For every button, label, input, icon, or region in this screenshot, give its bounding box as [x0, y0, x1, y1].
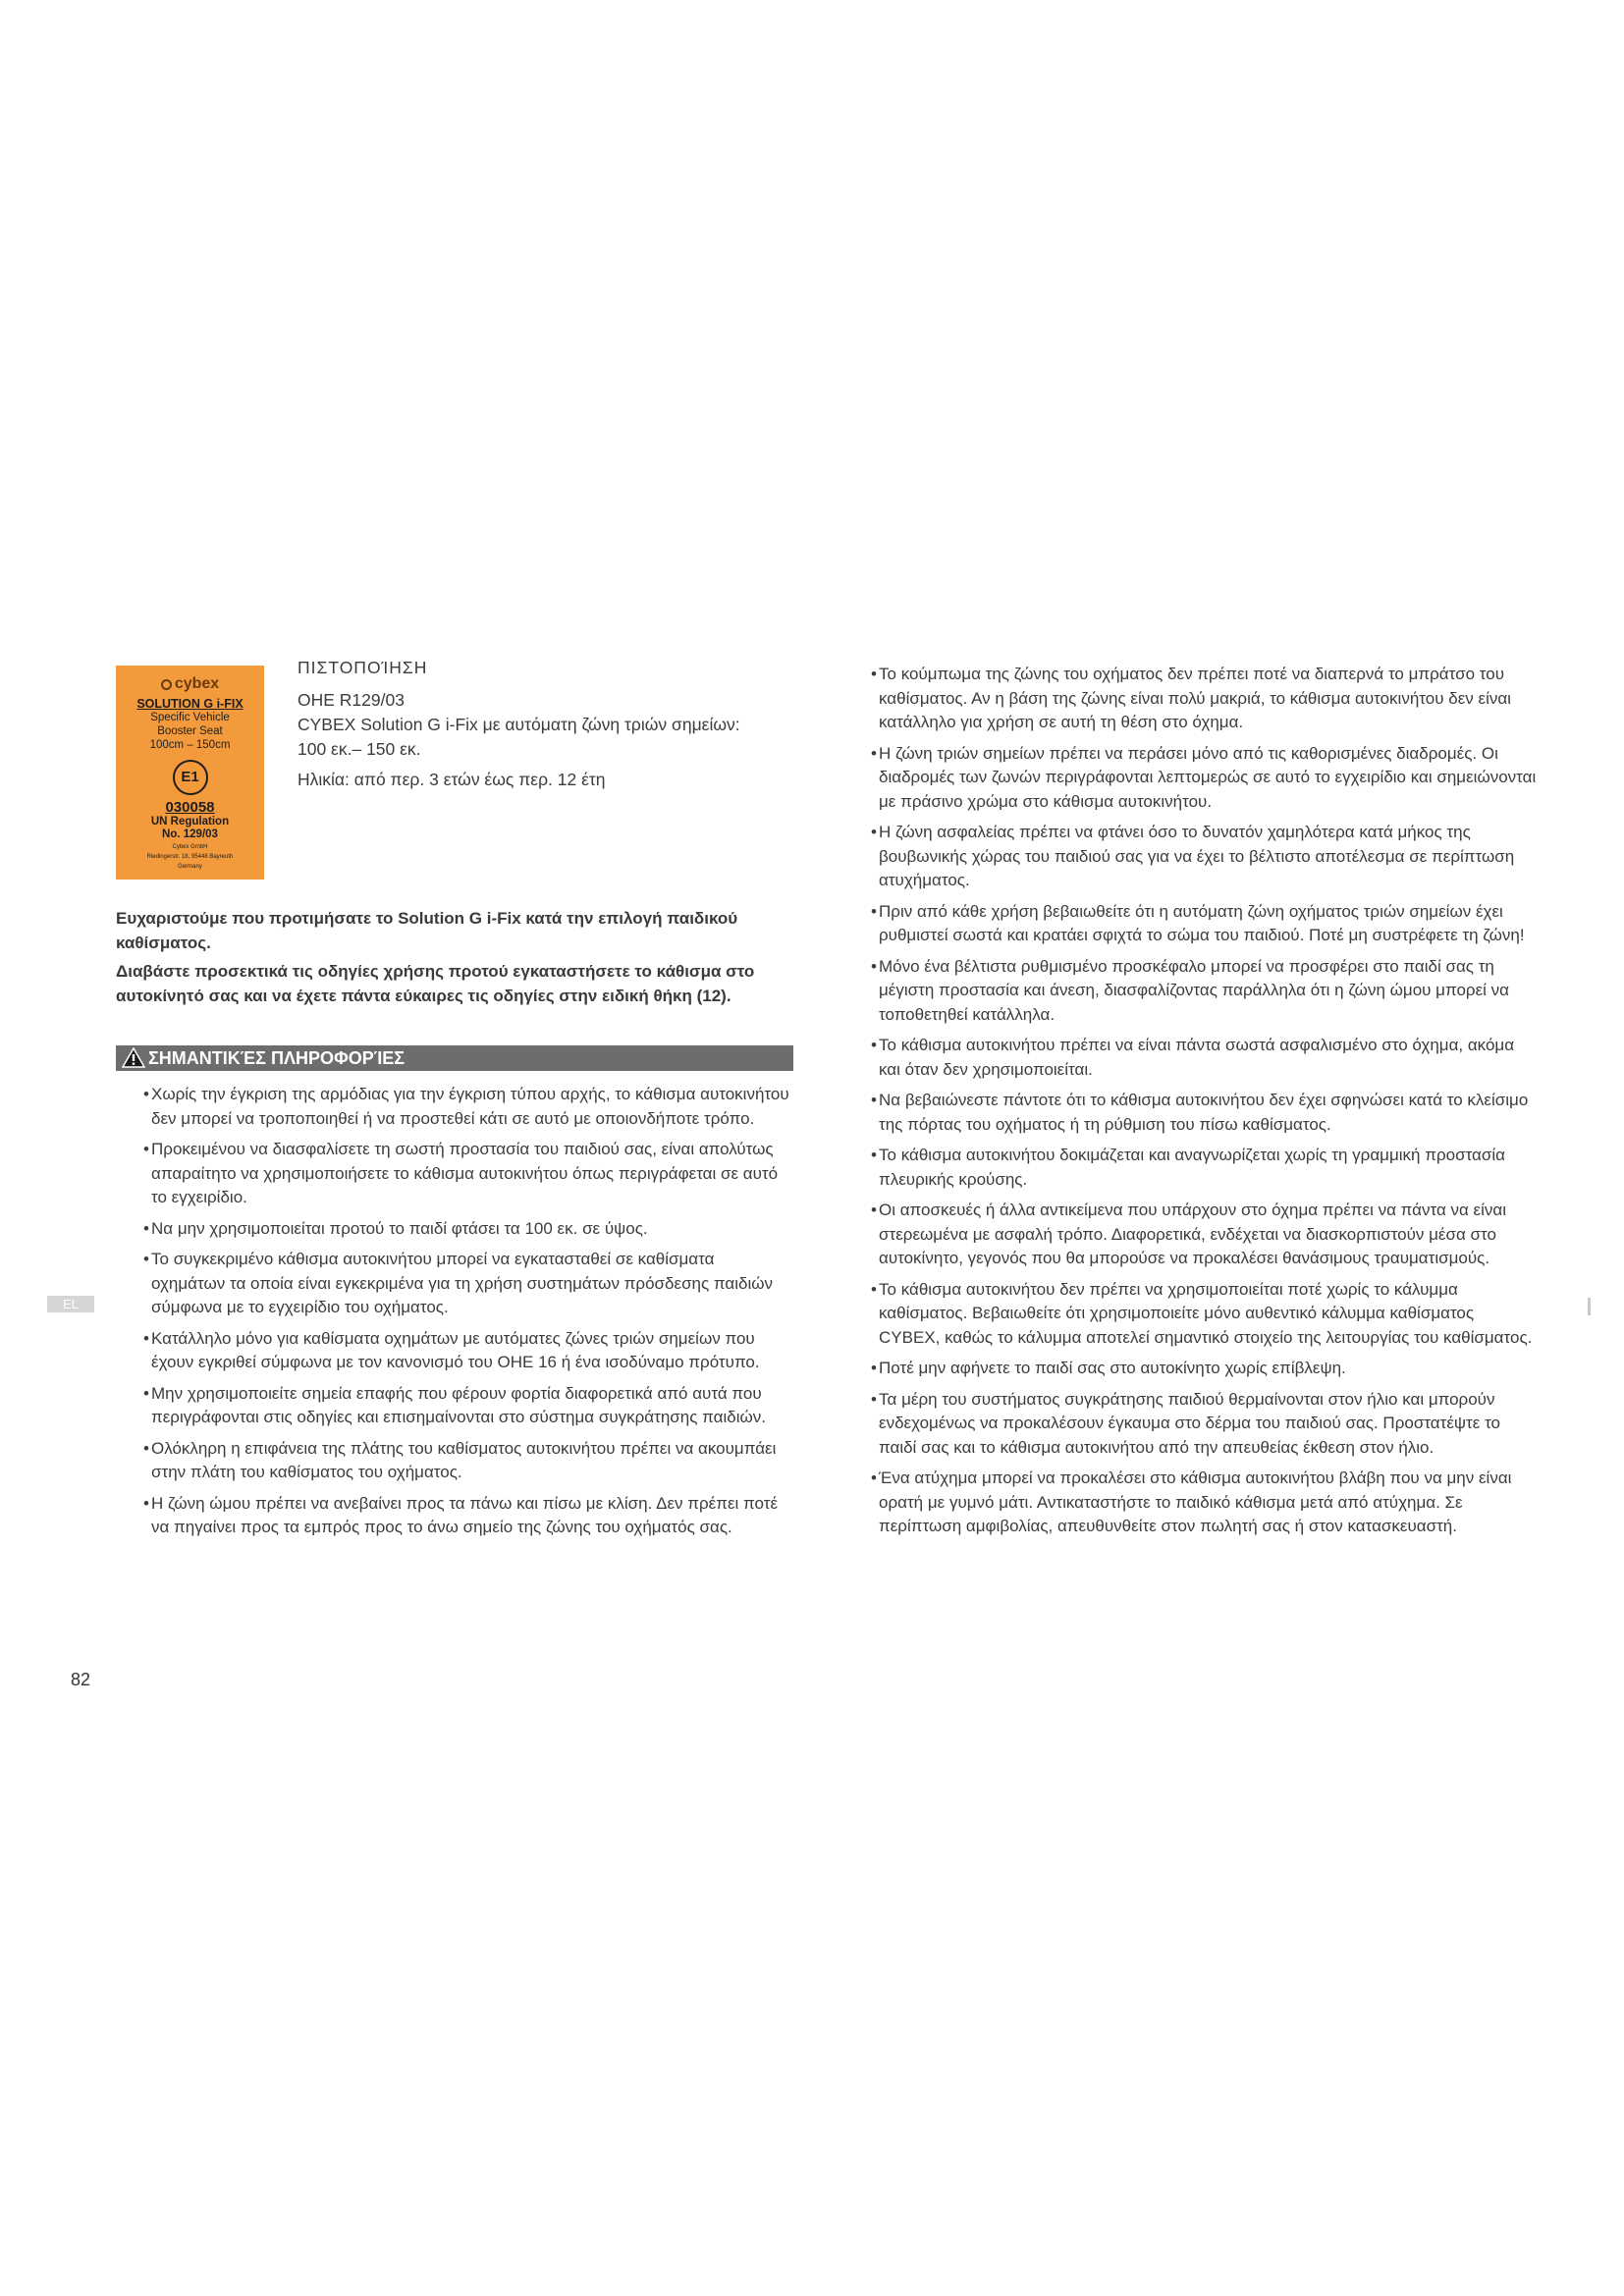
list-item — [871, 1388, 1537, 1461]
brand-name: cybex — [174, 675, 220, 692]
bullet-icon: • — [143, 1250, 149, 1268]
list-item-text: Χωρίς την έγκριση της αρμόδιας για την έγκριση τύπου αρχής, το κάθισμα αυτοκινήτου δεν μπορεί να τροποποιηθεί ή να προστεθεί κάτι σε αυτό με οποιονδήποτε τρόπο. — [151, 1085, 789, 1128]
list-item — [143, 1437, 789, 1485]
certification-block — [298, 656, 749, 792]
list-item-text: Μόνο ένα βέλτιστα ρυθμισμένο προσκέφαλο μπορεί να προσφέρει στο παιδί σας τη μέγιστη προστασία και άνεση, διασφαλίζοντας παράλληλα ότι η ζώνη ώμου μπορεί να τοποθετηθεί κατάλληλα. — [879, 956, 1509, 1024]
bullet-icon: • — [871, 1146, 877, 1164]
list-item — [871, 1467, 1537, 1539]
label-address-2: Riedingerstr. 18, 95448 Bayreuth — [146, 854, 234, 860]
list-item-text: Τα μέρη του συστήματος συγκράτησης παιδιού θερμαίνονται στον ήλιο και μπορούν ενδεχομένως να προκαλέσουν έγκαυμα στο δέρμα του παιδιού σας. Προστατέψτε το παιδί σας και το κάθισμα αυτοκινήτου από την απευθείας έκθεση στον ήλιο. — [879, 1389, 1500, 1457]
list-item-text: Μην χρησιμοποιείτε σημεία επαφής που φέρουν φορτία διαφορετικά από αυτά που περιγράφονται στις οδηγίες και επισημαίνονται στο σύστημα συγκράτησης παιδιών. — [151, 1383, 766, 1426]
bullet-icon: • — [871, 1279, 877, 1299]
list-item — [143, 1327, 789, 1375]
warning-title: ΣΗΜΑΝΤΙΚΈΣ ΠΛΗΡΟΦΟΡΊΕΣ — [148, 1048, 406, 1068]
list-item — [871, 1278, 1537, 1351]
certification-regulation: ΟΗΕ R129/03 — [298, 690, 405, 710]
bullet-icon: • — [871, 1036, 877, 1054]
page-number: 82 — [71, 1670, 91, 1689]
bullet-icon: • — [871, 1201, 877, 1219]
label-address-1: Cybex GmbH — [172, 844, 208, 850]
cybex-logo-icon — [161, 679, 172, 690]
certification-title: ΠΙΣΤΟΠΟΊΗΣΗ — [298, 658, 428, 677]
language-tab: EL — [47, 1296, 94, 1312]
list-item — [871, 1199, 1537, 1271]
label-line-2: Booster Seat — [157, 725, 223, 737]
list-item — [143, 1492, 789, 1540]
list-item — [871, 663, 1537, 735]
list-item-text: Ένα ατύχημα μπορεί να προκαλέσει στο κάθισμα αυτοκινήτου βλάβη που να μην είναι ορατή με γυμνό μάτι. Αντικαταστήστε το παιδικό κάθισμα μετά από ατύχημα. Σε περίπτωση αμφιβολίας, απευθυνθείτε στον πωλητή σας ή στον κατασκευαστή. — [879, 1468, 1512, 1535]
list-item-text: Ολόκληρη η επιφάνεια της πλάτης του καθίσματος αυτοκινήτου πρέπει να ακουμπάει στην πλάτη του καθίσματος του οχήματος. — [151, 1438, 777, 1481]
list-item — [871, 1144, 1537, 1192]
left-warning-list — [143, 1083, 789, 1547]
approval-number: 030058 — [165, 799, 215, 816]
intro-read: Διαβάστε προσεκτικά τις οδηγίες χρήσης προτού εγκαταστήσετε το κάθισμα στο αυτοκίνητό σας και να έχετε πάντα εύκαιρες τις οδηγίες στην ειδική θήκη (12). — [116, 962, 755, 1005]
list-item — [871, 900, 1537, 948]
list-item — [871, 821, 1537, 893]
e-mark-icon: E1 — [173, 760, 208, 795]
bullet-icon: • — [871, 1468, 877, 1487]
label-model: SOLUTION G i-FIX — [136, 697, 244, 711]
bullet-icon: • — [143, 1140, 149, 1158]
list-item — [143, 1138, 789, 1210]
bullet-icon: • — [871, 1091, 877, 1109]
list-item-text: Να βεβαιώνεστε πάντοτε ότι το κάθισμα αυτοκινήτου δεν έχει σφηνώσει κατά το κλείσιμο της πόρτας του οχήματος ή τη ρύθμιση του πίσω καθίσματος. — [879, 1091, 1529, 1134]
bullet-icon: • — [143, 1438, 149, 1458]
list-item-text: Κατάλληλο μόνο για καθίσματα οχημάτων με αυτόματες ζώνες τριών σημείων που έχουν εγκριθεί σύμφωνα με τον κανονισμό του ΟΗΕ 16 ή ένα ισοδύναμο πρότυπο. — [151, 1328, 760, 1371]
list-item — [143, 1248, 789, 1320]
label-regulation-1: UN Regulation — [150, 816, 230, 828]
list-item — [871, 1357, 1537, 1381]
list-item-text: Ποτέ μην αφήνετε το παιδί σας στο αυτοκίνητο χωρίς επίβλεψη. — [879, 1359, 1346, 1377]
label-regulation-2: No. 129/03 — [162, 828, 218, 840]
brand-logo — [116, 675, 264, 693]
list-item — [143, 1217, 789, 1242]
list-item — [143, 1382, 789, 1430]
list-item — [871, 1089, 1537, 1137]
list-item-text: Προκειμένου να διασφαλίσετε τη σωστή προστασία του παιδιού σας, είναι απολύτως απαραίτητο να χρησιμοποιήσετε το κάθισμα αυτοκινήτου όπως περιγράφεται σε αυτό το εγχειρίδιο. — [151, 1140, 779, 1206]
list-item — [871, 955, 1537, 1028]
approval-label — [116, 666, 264, 880]
intro-thanks: Ευχαριστούμε που προτιμήσατε το Solution G i-Fix κατά την επιλογή παιδικού καθίσματος. — [116, 909, 738, 952]
certification-product: CYBEX Solution G i-Fix με αυτόματη ζώνη τριών σημείων: 100 εκ.– 150 εκ. — [298, 715, 740, 759]
right-warning-list — [871, 663, 1537, 1546]
list-item-text: Η ζώνη ώμου πρέπει να ανεβαίνει προς τα πάνω και πίσω με κλίση. Δεν πρέπει ποτέ να πηγαίνει προς τα εμπρός προς το άνω σημείο της ζώνης του οχήματός σας. — [151, 1493, 779, 1536]
bullet-icon: • — [143, 1328, 149, 1348]
bullet-icon: • — [871, 823, 877, 841]
important-info-heading — [116, 1045, 793, 1071]
bullet-icon: • — [871, 743, 877, 763]
certification-age: Ηλικία: από περ. 3 ετών έως περ. 12 έτη — [298, 770, 606, 789]
list-item-text: Η ζώνη ασφαλείας πρέπει να φτάνει όσο το δυνατόν χαμηλότερα κατά μήκος της βουβωνικής χώρας του παιδιού σας για να έχει το βέλτιστο αποτέλεσμα σε περίπτωση ατυχήματος. — [879, 823, 1515, 889]
label-line-1: Specific Vehicle — [150, 712, 230, 723]
bullet-icon: • — [143, 1493, 149, 1513]
list-item-text: Η ζώνη τριών σημείων πρέπει να περάσει μόνο από τις καθορισμένες διαδρομές. Οι διαδρομές των ζωνών περιγράφονται λεπτομερώς σε αυτό το εγχειρίδιο και σημειώνονται με πράσινο χρώμα στο κάθισμα αυτοκινήτου. — [879, 743, 1537, 811]
bullet-icon: • — [143, 1218, 149, 1238]
list-item-text: Το κούμπωμα της ζώνης του οχήματος δεν πρέπει ποτέ να διαπερνά το μπράτσο του καθίσματος. Αν η βάση της ζώνης είναι πολύ μακριά, το κάθισμα αυτοκινήτου δεν είναι κατάλληλο για χρήση σε αυτή τη θέση στο όχημα. — [879, 665, 1511, 731]
list-item-text: Το συγκεκριμένο κάθισμα αυτοκινήτου μπορεί να εγκατασταθεί σε καθίσματα οχημάτων τα οποία είναι εγκεκριμένα για τη χρήση συστημάτων πρόσδεσης παιδιών σύμφωνα με το εγχειρίδιο του οχήματος. — [151, 1250, 774, 1316]
bullet-icon: • — [871, 901, 877, 921]
list-item-text: Το κάθισμα αυτοκινήτου πρέπει να είναι πάντα σωστά ασφαλισμένο στο όχημα, ακόμα και όταν δεν χρησιμοποιείται. — [879, 1036, 1515, 1079]
bullet-icon: • — [871, 1389, 877, 1409]
warning-icon — [122, 1047, 145, 1075]
edge-marker — [1588, 1298, 1591, 1315]
list-item — [143, 1083, 789, 1131]
list-item — [871, 742, 1537, 815]
bullet-icon: • — [143, 1383, 149, 1403]
list-item-text: Οι αποσκευές ή άλλα αντικείμενα που υπάρχουν στο όχημα πρέπει να πάντα να είναι στερεωμένα με ασφαλή τρόπο. Διαφορετικά, ενδέχεται να διασκορπιστούν μέσα στο αυτοκίνητο, γεγονός που θα μπορούσε να προκαλέσει θανάσιμους τραυματισμούς. — [879, 1201, 1507, 1267]
bullet-icon: • — [871, 956, 877, 976]
bullet-icon: • — [871, 665, 877, 683]
list-item-text: Το κάθισμα αυτοκινήτου δοκιμάζεται και αναγνωρίζεται χωρίς τη γραμμική προστασία πλευρικής κρούσης. — [879, 1146, 1505, 1189]
list-item-text: Πριν από κάθε χρήση βεβαιωθείτε ότι η αυτόματη ζώνη οχήματος τριών σημείων έχει ρυθμιστεί σωστά και κρατάει σφιχτά το σώμα του παιδιού. Ποτέ μη συστρέφετε τη ζώνη! — [879, 901, 1525, 944]
label-line-3: 100cm – 150cm — [149, 739, 231, 751]
bullet-icon: • — [871, 1359, 877, 1377]
bullet-icon: • — [143, 1085, 149, 1103]
list-item — [871, 1034, 1537, 1082]
intro-text — [116, 907, 803, 1013]
list-item-text: Το κάθισμα αυτοκινήτου δεν πρέπει να χρησιμοποιείται ποτέ χωρίς το κάλυμμα καθίσματος. Βεβαιωθείτε ότι χρησιμοποιείτε μόνο αυθεντικό κάλυμμα καθίσματος CYBEX, καθώς το κάλυμμα αποτελεί σημαντικό στοιχείο της λειτουργίας του καθίσματος. — [879, 1279, 1533, 1347]
list-item-text: Να μην χρησιμοποιείται προτού το παιδί φτάσει τα 100 εκ. σε ύψος. — [151, 1218, 648, 1238]
label-address-3: Germany — [178, 864, 202, 870]
